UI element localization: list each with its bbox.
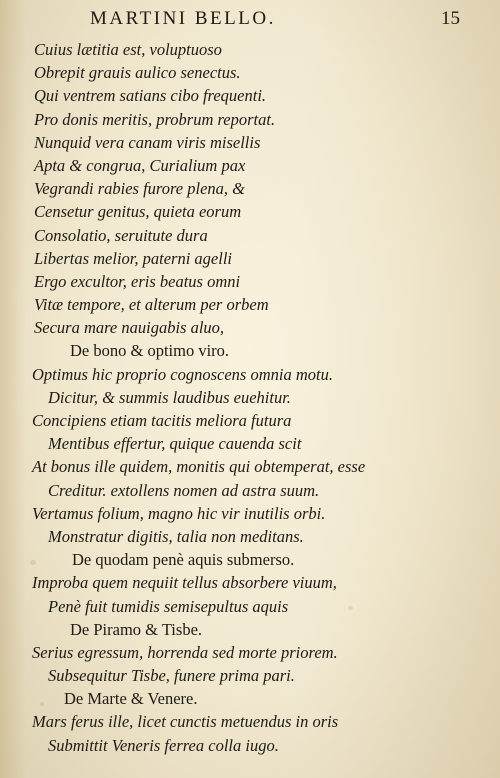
- running-head: MARTINI BELLO.: [90, 8, 276, 29]
- verse-line: Submittit Veneris ferrea colla iugo.: [48, 735, 279, 755]
- verse-line: Pro donis meritis, probrum reportat.: [34, 109, 276, 129]
- poem-text-block: [30, 38, 470, 757]
- verse-line: Improba quem nequiit tellus absorbere viuum,: [32, 573, 337, 593]
- verse-line: Subsequitur Tisbe, funere prima pari.: [48, 666, 295, 686]
- verse-line: Secura mare nauigabis aluo,: [34, 318, 225, 338]
- verse-line: Censetur genitus, quieta eorum: [34, 202, 242, 222]
- verse-line: Monstratur digitis, talia non meditans.: [48, 526, 304, 546]
- verse-line: Nunquid vera canam viris misellis: [34, 132, 261, 152]
- section-heading: De quodam penè aquis submerso.: [72, 550, 295, 570]
- verse-line: Optimus hic proprio cognoscens omnia motu.: [32, 364, 333, 384]
- section-heading: De bono & optimo viro.: [70, 341, 230, 361]
- verse-line: Vitæ tempore, et alterum per orbem: [34, 295, 269, 315]
- verse-line: Ergo excultor, eris beatus omni: [34, 271, 241, 291]
- verse-line: Mentibus effertur, quique cauenda scit: [48, 434, 302, 454]
- verse-line: Qui ventrem satians cibo frequenti.: [34, 86, 267, 106]
- verse-line: Creditur. extollens nomen ad astra suum.: [48, 480, 320, 500]
- verse-line: Apta & congrua, Curialium pax: [34, 155, 246, 175]
- section-heading: De Piramo & Tisbe.: [70, 619, 203, 639]
- verse-line: Vertamus folium, magno hic vir inutilis orbi.: [32, 503, 326, 523]
- verse-line: Serius egressum, horrenda sed morte priorem.: [32, 642, 338, 662]
- verse-line: Concipiens etiam tacitis meliora futura: [32, 411, 292, 430]
- verse-line: Cuius lætitia est, voluptuoso: [34, 40, 222, 59]
- verse-line: Dicitur, & summis laudibus euehitur.: [48, 387, 291, 407]
- page-number: 15: [441, 8, 460, 29]
- section-heading: De Marte & Venere.: [64, 689, 198, 709]
- verse-line: Obrepit grauis aulico senectus.: [34, 63, 241, 83]
- verse-line: Penè fuit tumidis semisepultus aquis: [48, 596, 289, 616]
- verse-line: At bonus ille quidem, monitis qui obtemperat, esse: [32, 457, 366, 477]
- page-header: [60, 8, 460, 34]
- verse-line: Mars ferus ille, licet cunctis metuendus in oris: [32, 712, 339, 732]
- verse-line: Consolatio, seruitute dura: [34, 225, 208, 245]
- verse-line: Libertas melior, paterni agelli: [34, 248, 232, 268]
- verse-line: Vegrandi rabies furore plena, &: [34, 179, 245, 199]
